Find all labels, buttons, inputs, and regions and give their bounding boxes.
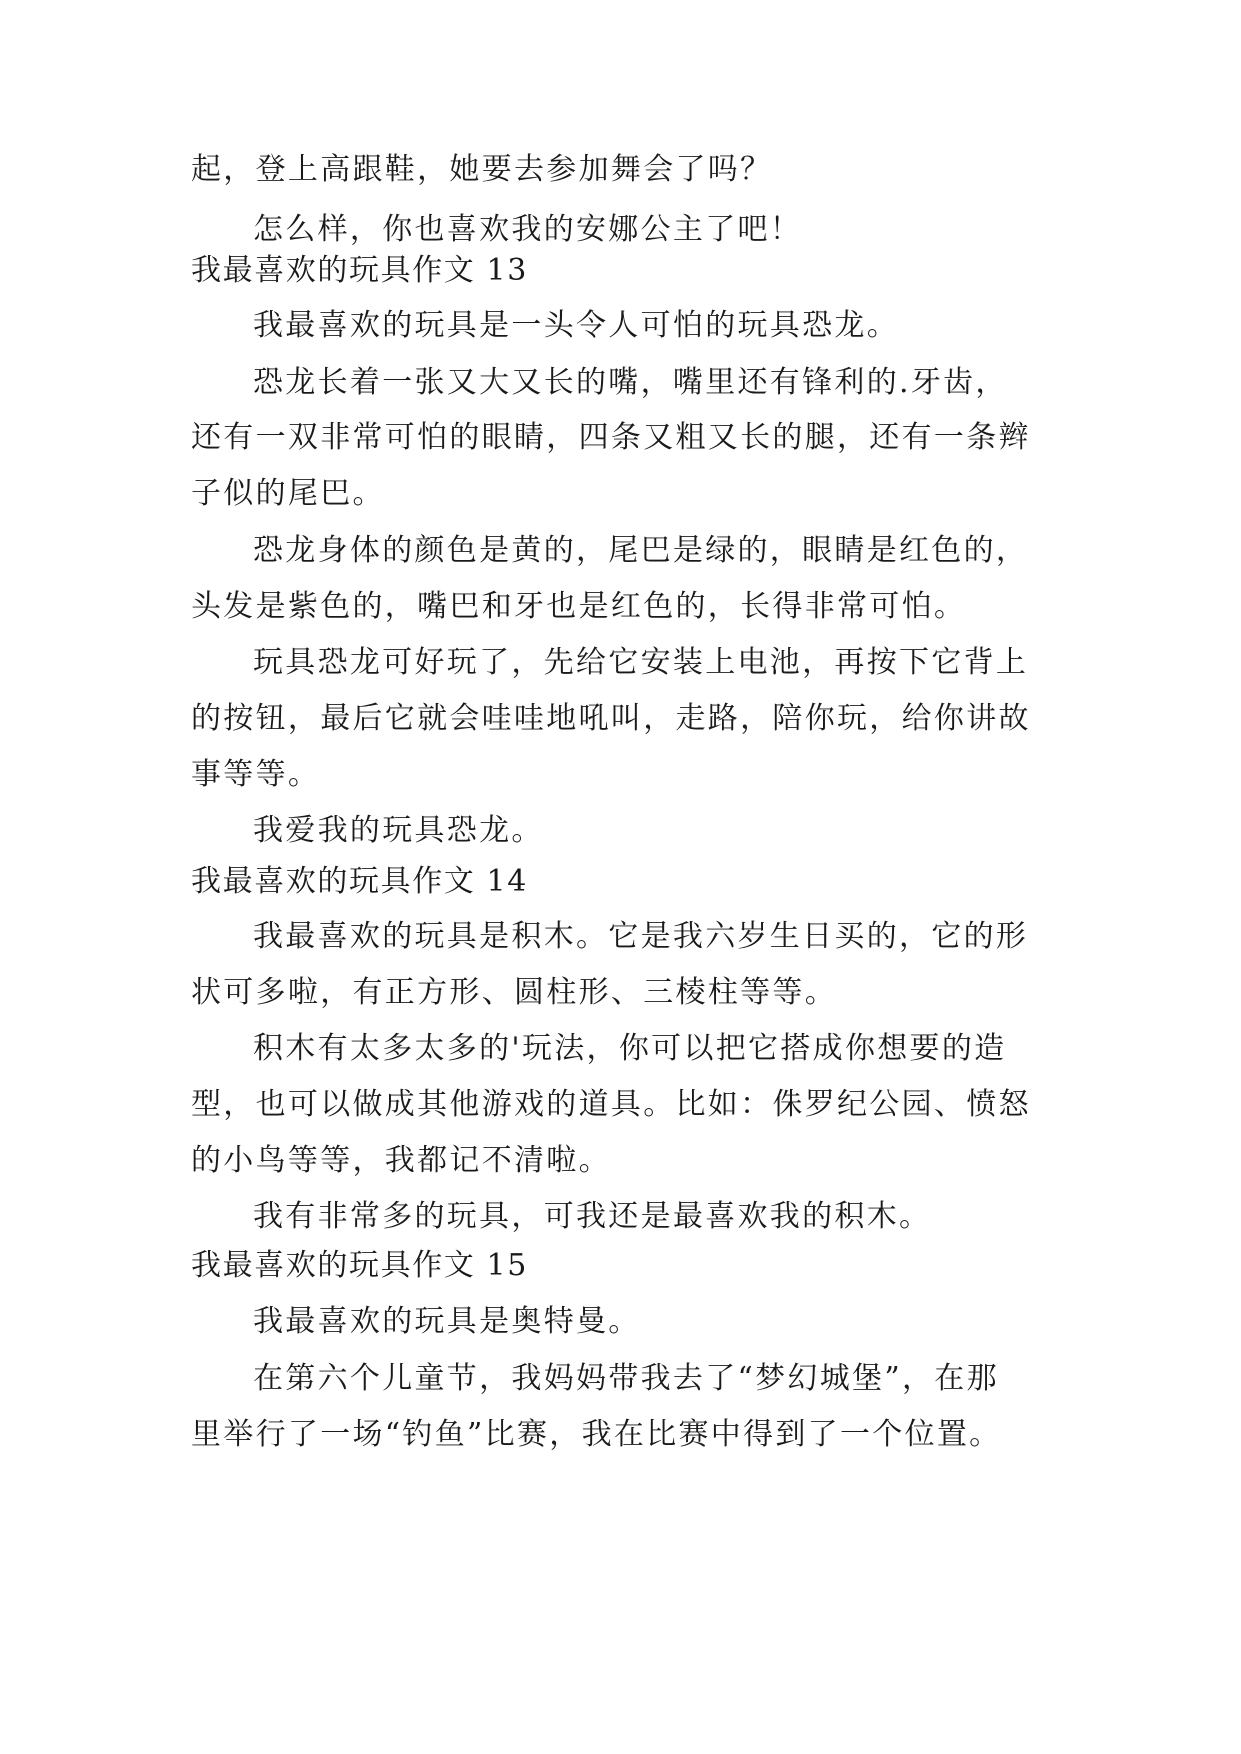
paragraph-line: 积木有太多太多的'玩法，你可以把它搭成你想要的造 bbox=[253, 1031, 1007, 1066]
paragraph-line: 子似的尾巴。 bbox=[191, 476, 385, 511]
paragraph-line: 恐龙身体的颜色是黄的，尾巴是绿的，眼睛是红色的， bbox=[253, 533, 1029, 568]
paragraph-line: 我最喜欢的玩具是积木。它是我六岁生日买的，它的形 bbox=[253, 919, 1029, 954]
section-heading: 我最喜欢的玩具作文 13 bbox=[191, 253, 528, 288]
paragraph-line: 我爱我的玩具恐龙。 bbox=[253, 813, 544, 848]
section-heading: 我最喜欢的玩具作文 14 bbox=[191, 864, 528, 899]
section-heading: 我最喜欢的玩具作文 15 bbox=[191, 1248, 528, 1283]
paragraph-line: 我最喜欢的玩具是一头令人可怕的玩具恐龙。 bbox=[253, 308, 899, 343]
paragraph-line: 起，登上高跟鞋，她要去参加舞会了吗？ bbox=[191, 152, 773, 187]
paragraph-line: 在第六个儿童节，我妈妈带我去了“梦幻城堡”，在那 bbox=[253, 1361, 999, 1396]
paragraph-line: 还有一双非常可怕的眼睛，四条又粗又长的腿，还有一条辫 bbox=[191, 420, 1031, 455]
paragraph-line: 事等等。 bbox=[191, 757, 321, 792]
paragraph-line: 我有非常多的玩具，可我还是最喜欢我的积木。 bbox=[253, 1199, 932, 1234]
paragraph-line: 恐龙长着一张又大又长的嘴，嘴里还有锋利的.牙齿， bbox=[253, 365, 1008, 400]
paragraph-line: 状可多啦，有正方形、圆柱形、三棱柱等等。 bbox=[191, 975, 837, 1010]
paragraph-line: 我最喜欢的玩具是奥特曼。 bbox=[253, 1304, 641, 1339]
paragraph-line: 型，也可以做成其他游戏的道具。比如：侏罗纪公园、愤怒 bbox=[191, 1087, 1031, 1122]
paragraph-line: 怎么样，你也喜欢我的安娜公主了吧！ bbox=[253, 212, 803, 247]
paragraph-line: 的按钮，最后它就会哇哇地吼叫，走路，陪你玩，给你讲故 bbox=[191, 701, 1031, 736]
paragraph-line: 的小鸟等等，我都记不清啦。 bbox=[191, 1143, 611, 1178]
paragraph-line: 玩具恐龙可好玩了，先给它安装上电池，再按下它背上 bbox=[253, 645, 1029, 680]
paragraph-line: 头发是紫色的，嘴巴和牙也是红色的，长得非常可怕。 bbox=[191, 589, 967, 624]
paragraph-line: 里举行了一场“钓鱼”比赛，我在比赛中得到了一个位置。 bbox=[191, 1417, 1002, 1452]
